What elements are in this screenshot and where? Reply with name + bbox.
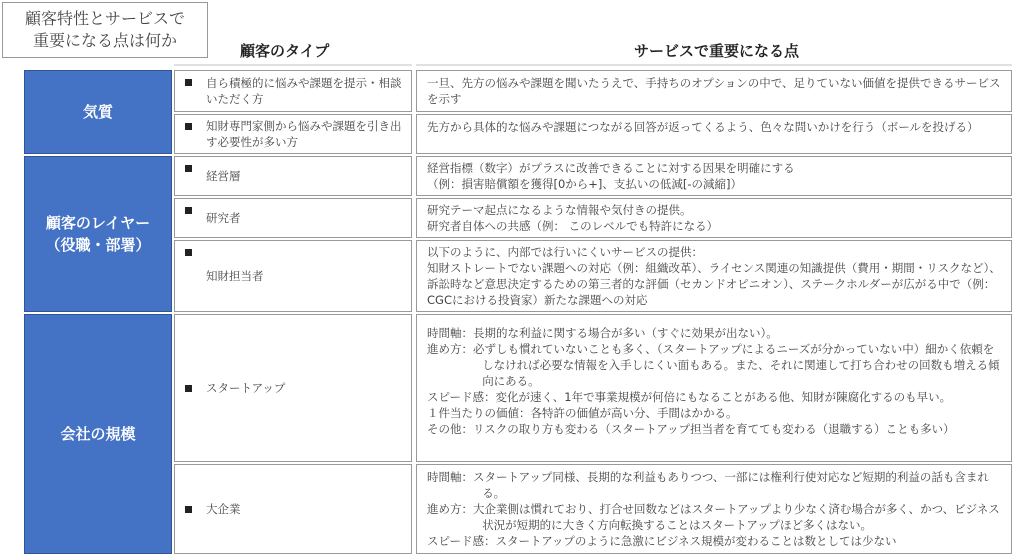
category-layer-line1: 顧客のレイヤー bbox=[45, 214, 151, 232]
service-text: 先方から具体的な悩みや課題につながる回答が返ってくるよう、色々な問いかけを行う（ボールを投げる） bbox=[427, 120, 979, 134]
service-line-other: その他：リスクの取り方も変わる（スタートアップ担当者を育てても変わる（退職する）ことも多い） bbox=[427, 422, 955, 436]
category-kishitsu-label: 気質 bbox=[82, 103, 113, 121]
service-line-time-axis: 時間軸：スタートアップ同様、長期的な利益もありつつ、一部には権利行使対応など短期的利益の話も含まれる。 bbox=[427, 470, 989, 500]
service-text: （例：損害賠償額を獲得[0から+]、支払いの低減[-の減縮]） bbox=[427, 177, 743, 191]
type-text: 経営層 bbox=[206, 169, 241, 183]
type-text: 大企業 bbox=[206, 502, 241, 516]
type-text: スタートアップ bbox=[206, 381, 286, 395]
service-cell-ip-staff bbox=[416, 240, 1012, 312]
service-line-approach: 進め方：必ずしも慣れていないことも多く、（スタートアップによるニーズが分かっていない中）細かく依頼をしなければ必要な情報を入手しにくい面もある。また、それに関連して打ち合わせの回数も増える傾向にある。 bbox=[427, 342, 1000, 388]
type-text: 自ら積極的に悩みや課題を提示・相談いただく方 bbox=[206, 76, 402, 106]
category-company-scale bbox=[24, 314, 172, 554]
category-customer-layer bbox=[24, 156, 172, 312]
service-cell-large-company bbox=[416, 464, 1012, 554]
type-text: 知財専門家側から悩みや課題を引き出す必要性が多い方 bbox=[206, 119, 402, 149]
type-cell-proactive bbox=[174, 70, 412, 112]
type-text: 研究者 bbox=[206, 211, 241, 225]
service-text: 経営指標（数字）がプラスに改善できることに対する因果を明確にする bbox=[427, 161, 795, 175]
bullet-square-icon bbox=[185, 79, 192, 86]
slide-title-line1: 顧客特性とサービスで bbox=[24, 9, 185, 28]
type-cell-ip-staff bbox=[174, 240, 412, 312]
service-line-time-axis: 時間軸：長期的な利益に関する場合が多い（すぐに効果が出ない）。 bbox=[427, 326, 778, 340]
service-text: 研究者自体への共感（例： このレベルでも特許になる） bbox=[427, 219, 719, 233]
header-rule-type bbox=[174, 64, 412, 66]
header-rule-service bbox=[416, 64, 1012, 66]
service-line-speed: スピード感：変化が速く、1年で事業規模が何倍にもなることがある他、知財が陳腐化するのも早い。 bbox=[427, 390, 952, 404]
slide-title-line2: 重要になる点は何か bbox=[32, 31, 177, 50]
service-text: 知財ストレートでない課題への対応（例：組織改革）、ライセンス関連の知識提供（費用・期間・リスクなど）、訴訟時など意思決定するための第三者的な評価（セカンドオピニオン）、ステークホルダーが広がる中で（例：CGCにおける投資家）新たな課題への対応 bbox=[427, 261, 1001, 307]
category-scale-label: 会社の規模 bbox=[60, 425, 136, 443]
type-cell-large-company bbox=[174, 464, 412, 554]
service-cell-needs-drawing-out bbox=[416, 114, 1012, 154]
category-kishitsu bbox=[24, 70, 172, 154]
bullet-square-icon bbox=[185, 385, 192, 392]
service-text: 研究テーマ起点になるような情報や気付きの提供。 bbox=[427, 203, 692, 217]
bullet-square-icon bbox=[185, 249, 192, 256]
service-text: 一旦、先方の悩みや課題を聞いたうえで、手持ちのオプションの中で、足りていない価値を提供できるサービスを示す bbox=[427, 76, 1001, 106]
type-text: 知財担当者 bbox=[206, 269, 264, 283]
bullet-square-icon bbox=[185, 207, 192, 214]
type-cell-researcher bbox=[174, 198, 412, 238]
service-line-speed: スピード感：スタートアップのように急激にビジネス規模が変わることは数としては少ない bbox=[427, 534, 897, 548]
type-cell-needs-drawing-out bbox=[174, 114, 412, 154]
bullet-square-icon bbox=[185, 123, 192, 130]
type-cell-management bbox=[174, 156, 412, 196]
service-cell-management bbox=[416, 156, 1012, 196]
service-line-value: １件当たりの価値：各特許の価値が高い分、手間はかかる。 bbox=[427, 406, 738, 420]
service-cell-startup bbox=[416, 314, 1012, 462]
service-line-approach: 進め方：大企業側は慣れており、打合せ回数などはスタートアップより少なく済む場合が多く、かつ、ビジネス状況が短期的に大きく方向転換することはスタートアップほど多くはない。 bbox=[427, 502, 1000, 532]
bullet-square-icon bbox=[185, 506, 192, 513]
service-cell-researcher bbox=[416, 198, 1012, 238]
slide-title bbox=[2, 2, 208, 58]
header-customer-type: 顧客のタイプ bbox=[240, 42, 330, 60]
service-cell-proactive bbox=[416, 70, 1012, 112]
service-text: 以下のように、内部では行いにくいサービスの提供： bbox=[427, 245, 703, 259]
type-cell-startup bbox=[174, 314, 412, 462]
header-service-points: サービスで重要になる点 bbox=[634, 42, 800, 60]
category-layer-line2: （役職・部署） bbox=[45, 236, 151, 254]
bullet-square-icon bbox=[185, 165, 192, 172]
